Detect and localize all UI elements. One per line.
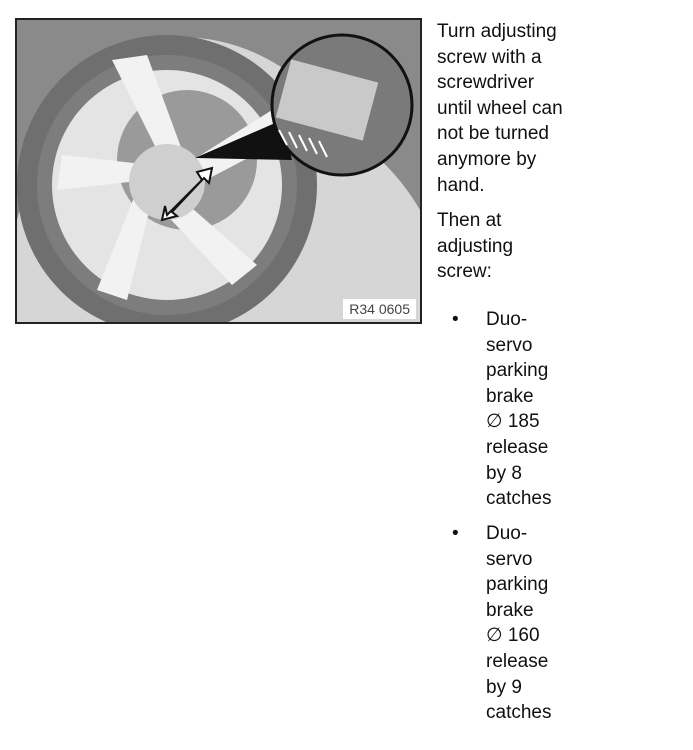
text-line: screwdriver — [437, 72, 535, 94]
text-line: parking — [486, 360, 549, 382]
then-paragraph — [437, 208, 513, 285]
text-line: screw: — [437, 261, 492, 283]
text-line: catches — [486, 488, 552, 510]
text-line: Then at — [437, 210, 502, 231]
wheel-adjusting-screw-illustration — [15, 18, 422, 324]
text-line: Turn adjusting — [437, 21, 557, 42]
text-line: screw with a — [437, 46, 542, 68]
bullet-marker: • — [452, 309, 459, 330]
figure-label: R34 0605 — [343, 299, 416, 319]
text-line: ∅ 185 — [486, 411, 540, 433]
bullet-marker: • — [452, 523, 459, 544]
text-line: Duo- — [486, 523, 528, 544]
text-line: release — [486, 436, 549, 458]
text-line: ∅ 160 — [486, 625, 540, 647]
text-line: Duo- — [486, 309, 528, 330]
text-line: by 9 — [486, 676, 522, 698]
text-line: servo — [486, 334, 533, 356]
text-line: brake — [486, 385, 534, 407]
bullet-item-160 — [486, 521, 551, 726]
text-line: parking — [486, 574, 549, 596]
text-line: release — [486, 650, 549, 672]
instruction-paragraph — [437, 19, 563, 198]
text-line: hand. — [437, 174, 485, 196]
bullet-item-185 — [486, 307, 551, 512]
text-line: not be turned — [437, 123, 549, 145]
text-line: anymore by — [437, 148, 537, 170]
text-line: catches — [486, 702, 552, 724]
wheel-drawing — [17, 20, 420, 322]
text-line: brake — [486, 599, 534, 621]
text-line: until wheel can — [437, 97, 563, 119]
text-line: by 8 — [486, 462, 522, 484]
text-line: servo — [486, 548, 533, 570]
text-line: adjusting — [437, 235, 514, 257]
